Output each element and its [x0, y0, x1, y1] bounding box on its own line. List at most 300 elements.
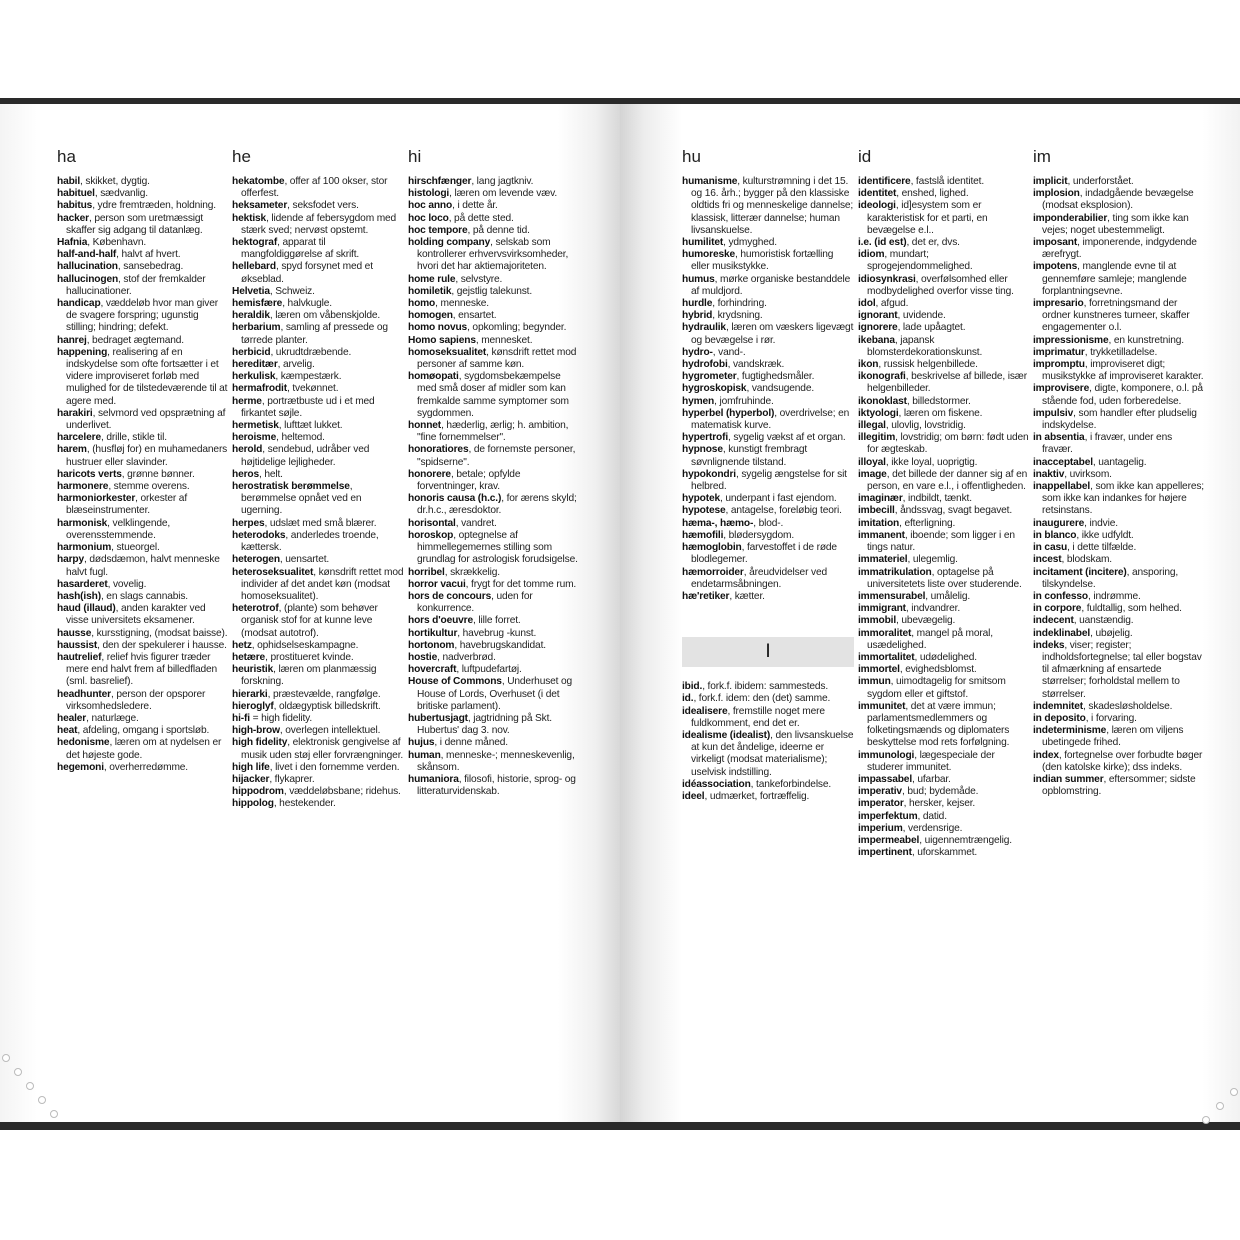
entry-definition: , i denne måned. [434, 737, 508, 749]
dictionary-entry [408, 530, 580, 567]
entry-headword: hektograf [232, 237, 278, 249]
dictionary-entry [858, 786, 1030, 798]
dictionary-entry [57, 493, 229, 517]
dictionary-entry [682, 518, 854, 530]
dictionary-entry [858, 274, 1030, 298]
entry-headword: hydraulik [682, 322, 726, 334]
dictionary-entry [232, 310, 404, 322]
entry-headword: identitet [858, 188, 897, 200]
entry-headword: imbecill [858, 505, 895, 517]
dictionary-entry [57, 542, 229, 554]
entry-headword: habituel [57, 188, 95, 200]
dictionary-entry [57, 347, 229, 408]
entry-definition: , overdrivelse; en matematisk kurve. [691, 407, 850, 432]
entry-headword: incitament (incitere) [1033, 566, 1127, 578]
entry-definition: , sygelig vækst af et organ. [728, 432, 846, 444]
dictionary-entry [57, 408, 229, 432]
entry-definition: , ydre fremtræden, holdning. [92, 200, 216, 212]
dictionary-entry [682, 298, 854, 310]
column-ha [57, 148, 229, 774]
entry-headword: hydro- [682, 346, 713, 358]
dictionary-entry [408, 310, 580, 322]
entry-definition: , farvestoffet i de røde blodlegemer. [691, 542, 837, 566]
entry-definition: , en kunstretning. [1108, 334, 1184, 346]
dictionary-entry [1033, 713, 1205, 725]
entry-headword: hurdle [682, 298, 713, 310]
entry-headword: hubertusjagt [408, 712, 468, 724]
dictionary-entry [408, 713, 580, 737]
dictionary-entry [682, 493, 854, 505]
entry-headword: impromptu [1033, 359, 1085, 371]
dictionary-entry [408, 420, 580, 444]
entry-definition: , betale; opfylde forventninger, krav. [417, 468, 521, 493]
dictionary-entry [1033, 701, 1205, 713]
entry-headword: ignorere [858, 322, 898, 334]
entry-headword: idealisme (idealist) [682, 729, 771, 741]
entry-headword: idiom [858, 249, 885, 261]
entry-definition: , kønsdrift rettet mod personer af samme køn. [417, 346, 577, 371]
dictionary-entry [1033, 774, 1205, 798]
column-hu [682, 148, 854, 803]
entry-definition: , improviseret digt; musikstykke af improviseret karakter. [1042, 359, 1204, 383]
entry-definition: , ufarbar. [912, 773, 951, 785]
entry-headword: hekatombe [232, 176, 285, 187]
column-heading: id [858, 148, 872, 166]
entry-headword: hypotek [682, 493, 721, 505]
entry-definition: , digte, komponere, o.l. på stående fod, uden forberedelse. [1042, 383, 1203, 407]
entry-headword: hoc anno [408, 200, 453, 212]
entry-headword: hors d'oeuvre [408, 615, 474, 627]
dictionary-entry [408, 628, 580, 640]
entry-definition: , præstevælde, rangfølge. [267, 688, 381, 700]
entry-headword: humoreske [682, 249, 736, 261]
entry-definition: , overfølsomhed eller modbydelighed overfor visse ting. [867, 273, 1014, 297]
entry-headword: habitus [57, 200, 93, 212]
dictionary-entry [858, 396, 1030, 408]
entry-definition: , lade upåagtet. [897, 322, 966, 334]
entry-headword: hæmorroider [682, 566, 744, 578]
dictionary-entry [858, 811, 1030, 823]
dictionary-entry [858, 847, 1030, 859]
entry-headword: index [1033, 749, 1059, 761]
dictionary-entry [408, 591, 580, 615]
dictionary-entry [57, 554, 229, 578]
dictionary-entry [682, 310, 854, 322]
dictionary-entry [858, 554, 1030, 566]
dictionary-entry [858, 322, 1030, 334]
dictionary-entry [232, 383, 404, 395]
dictionary-entry [682, 693, 854, 705]
entry-definition: , ukrudtdræbende. [270, 346, 352, 358]
entry-definition: , uvirksom. [1064, 468, 1112, 480]
entry-headword: hovercraft [408, 664, 457, 676]
entry-headword: haud (illaud) [57, 603, 116, 615]
entry-headword: in absentia [1033, 432, 1085, 444]
dictionary-entry [232, 603, 404, 640]
dictionary-entry [232, 347, 404, 359]
dictionary-entry [682, 383, 854, 395]
entry-definition: , grønne bønner. [121, 468, 195, 480]
entry-headword: illegitim [858, 432, 896, 444]
entry-headword: Homo sapiens [408, 334, 476, 346]
dictionary-entry [408, 200, 580, 212]
dictionary-entry [57, 640, 229, 652]
entry-headword: imperium [858, 822, 903, 834]
entry-definition: , jomfruhinde. [714, 395, 774, 407]
entry-definition: , halvt af hvert. [116, 249, 181, 261]
entry-definition: , russisk helgenbillede. [878, 359, 978, 371]
left-page [0, 104, 620, 1122]
entry-headword: honoris causa (h.c.) [408, 493, 502, 505]
entry-headword: harmonisk [57, 517, 108, 529]
dictionary-entry [232, 359, 404, 371]
entry-definition: , forretningsmand der ordner kunstneres turneer, skaffer engagementer o.l. [1042, 298, 1190, 334]
entry-headword: heksameter [232, 200, 288, 212]
entry-definition: , væddeløbsbane; ridehus. [283, 786, 401, 798]
entry-definition: , prostitueret kvinde. [265, 651, 354, 663]
entry-headword: hegemoni [57, 761, 104, 773]
entry-headword: in blanco [1033, 529, 1077, 541]
dictionary-entry [858, 530, 1030, 554]
entry-headword: hirschfænger [408, 176, 472, 187]
entry-definition: , ikke loyal, uoprigtig. [885, 456, 978, 468]
entry-definition: , indadgående bevægelse (modsat eksplosion). [1042, 188, 1194, 212]
entry-headword: in casu [1033, 542, 1068, 554]
entry-headword: heteroseksualitet [232, 566, 314, 578]
entry-definition: , luftpudefartøj. [456, 664, 522, 676]
entry-definition: , portrætbuste ud i et med firkantet søjle. [241, 395, 375, 419]
entry-definition: , mangel på moral, usædelighed. [867, 627, 993, 651]
dictionary-entry [858, 237, 1030, 249]
entry-definition: , hersker, kejser. [903, 798, 976, 810]
stitch-mark [50, 1110, 58, 1118]
entry-headword: humilitet [682, 237, 724, 249]
entry-headword: homoseksualitet [408, 346, 487, 358]
dictionary-entry [232, 725, 404, 737]
entry-definition: , optegnelse af himmellegemernes stilling som grundlag for astrologisk forudsigelse. [417, 529, 578, 566]
column-he [232, 148, 404, 811]
dictionary-entry [408, 774, 580, 798]
dictionary-entry [232, 286, 404, 298]
entry-definition: , lufttæt lukket. [278, 420, 343, 432]
dictionary-entry [57, 188, 229, 200]
dictionary-entry [682, 359, 854, 371]
entry-headword: hermetisk [232, 420, 279, 432]
dictionary-entry [232, 176, 404, 200]
entry-definition: , underforstået. [1067, 176, 1134, 187]
entry-definition: , sygdomsbekæmpelse med små doser af midler som kan fremkalde samme symptomer som sygdommen. [417, 371, 569, 419]
entry-definition: , enshed, lighed. [896, 188, 969, 200]
entry-headword: implosion [1033, 188, 1080, 200]
entry-headword: Helvetia [232, 285, 270, 297]
dictionary-entry [1033, 554, 1205, 566]
entry-definition: , fork.f. idem: den (det) samme. [693, 693, 831, 705]
entry-definition: , forhindring. [712, 298, 767, 310]
dictionary-entry [858, 493, 1030, 505]
entry-definition: , det billede der danner sig af en person, en vare e.l., i offentligheden. [867, 468, 1028, 493]
dictionary-entry [232, 798, 404, 810]
dictionary-entry [858, 371, 1030, 395]
entry-list [682, 176, 854, 603]
entry-definition: , mennesket. [475, 334, 533, 346]
entry-headword: humaniora [408, 773, 459, 785]
entry-headword: holding company [408, 237, 491, 249]
entry-definition: , Schweiz. [269, 285, 315, 297]
entry-definition: = high fidelity. [249, 712, 313, 724]
dictionary-entry [682, 706, 854, 730]
dictionary-entry [57, 725, 229, 737]
entry-definition: , i forvaring. [1085, 712, 1137, 724]
entry-definition: , eftersommer; sidste opblomstring. [1042, 773, 1196, 798]
dictionary-entry [1033, 567, 1205, 591]
entry-headword: hedonisme [57, 737, 110, 749]
entry-definition: , hestekender. [273, 798, 336, 810]
entry-headword: herbarium [232, 322, 281, 334]
dictionary-entry [682, 432, 854, 444]
dictionary-entry [682, 237, 854, 249]
entry-headword: horribel [408, 566, 445, 578]
dictionary-entry [1033, 408, 1205, 432]
entry-definition: , spyd forsynet med et økseblad. [241, 261, 373, 285]
dictionary-entry [408, 615, 580, 627]
entry-definition: , krydsning. [712, 310, 763, 322]
entry-definition: , åndssvag, svagt begavet. [894, 505, 1013, 517]
entry-definition: , menneske-; menneskevenlig, skånsom. [417, 749, 575, 773]
entry-headword: heros [232, 468, 259, 480]
entry-headword: imperativ [858, 786, 902, 798]
dictionary-entry [858, 823, 1030, 835]
dictionary-entry [57, 335, 229, 347]
entry-headword: hæmofili [682, 529, 724, 541]
entry-definition: , vandsugende. [746, 383, 815, 395]
dictionary-entry [682, 469, 854, 493]
entry-headword: hemisfære [232, 298, 283, 310]
entry-headword: imposant [1033, 237, 1078, 249]
entry-list [682, 681, 854, 803]
dictionary-entry [57, 689, 229, 713]
entry-definition: , gejstlig talekunst. [451, 285, 533, 297]
entry-definition: , ikke udfyldt. [1076, 529, 1134, 541]
dictionary-entry [858, 652, 1030, 664]
dictionary-entry [232, 762, 404, 774]
entry-headword: indeks [1033, 639, 1065, 651]
entry-definition: , anderledes troende, kættersk. [241, 529, 379, 554]
dictionary-entry [232, 237, 404, 261]
entry-definition: , manglende evne til at gennemføre samleje; manglende forplantningsevne. [1042, 261, 1187, 297]
entry-headword: habil [57, 176, 81, 187]
entry-definition: , i fravær, under ens fravær. [1042, 432, 1173, 456]
entry-definition: , blødersygdom. [723, 529, 795, 541]
entry-definition: , selvmord ved opsprætning af underlivet. [66, 407, 226, 432]
dictionary-entry [408, 750, 580, 774]
entry-definition: , det er, dvs. [906, 237, 960, 249]
entry-headword: immortalitet [858, 651, 915, 663]
entry-headword: human [408, 749, 441, 761]
dictionary-entry [1033, 640, 1205, 701]
entry-definition: , udmærket, fortræffelig. [704, 790, 810, 802]
entry-definition: , relief hvis figurer træder mere end halvt frem af billedfladen (sml. basrelief). [66, 651, 218, 688]
entry-headword: hash(ish) [57, 590, 101, 602]
entry-headword: heraldik [232, 310, 270, 322]
entry-headword: indecent [1033, 615, 1074, 627]
dictionary-entry [682, 371, 854, 383]
entry-headword: in corpore [1033, 603, 1082, 615]
entry-headword: hautrelief [57, 651, 102, 663]
dictionary-entry [232, 530, 404, 554]
dictionary-entry [57, 432, 229, 444]
entry-definition: , fork.f. ibidem: sammesteds. [702, 681, 829, 693]
entry-definition: , fremstille noget mere fuldkomment, end det er. [691, 705, 825, 729]
dictionary-entry [57, 261, 229, 273]
entry-headword: hygroskopisk [682, 383, 747, 395]
stitch-mark [1216, 1102, 1224, 1110]
stitch-mark [14, 1068, 22, 1076]
entry-definition: , lidende af febersygdom med stærk sved; nervøst opstemt. [241, 212, 397, 236]
entry-headword: indian summer [1033, 773, 1104, 785]
dictionary-entry [232, 200, 404, 212]
entry-headword: hypokondri [682, 468, 736, 480]
entry-definition: , kæmpestærk. [275, 371, 342, 383]
dictionary-entry [858, 176, 1030, 188]
dictionary-entry [1033, 518, 1205, 530]
entry-definition: , uimodtagelig for smitsom sygdom eller et giftstof. [867, 676, 1006, 700]
entry-definition: , velklingende, overensstemmende. [66, 517, 171, 541]
entry-definition: , lille forret. [473, 615, 521, 627]
entry-headword: home rule [408, 273, 456, 285]
entry-headword: honorere [408, 468, 451, 480]
entry-headword: illoyal [858, 456, 886, 468]
dictionary-entry [858, 505, 1030, 517]
entry-definition: , frygt for det tomme rum. [465, 578, 577, 590]
entry-headword: homo novus [408, 322, 468, 334]
right-page [620, 104, 1240, 1122]
entry-definition: , som handler efter pludselig indskydelse. [1042, 407, 1197, 432]
entry-headword: immoralitet [858, 627, 912, 639]
entry-definition: , afdeling, omgang i sportsløb. [77, 725, 210, 737]
entry-definition: , læren om at nydelsen er det højeste gode. [66, 737, 222, 761]
dictionary-entry [682, 176, 854, 237]
dictionary-entry [858, 469, 1030, 493]
entry-headword: heterotrof [232, 603, 279, 615]
entry-headword: hieroglyf [232, 700, 274, 712]
dictionary-entry [408, 493, 580, 517]
entry-definition: , indrømme. [1087, 590, 1141, 602]
entry-headword: hellebard [232, 261, 276, 273]
entry-definition: , ulegemlig. [907, 554, 958, 566]
entry-definition: , hæderlig, ærlig; h. ambition, "fine fornemmelser". [417, 420, 569, 444]
entry-definition: , heltemod. [276, 432, 325, 444]
entry-headword: immatrikulation [858, 566, 932, 578]
dictionary-entry [232, 322, 404, 346]
dictionary-entry [408, 567, 580, 579]
entry-headword: horisontal [408, 517, 456, 529]
entry-definition: , person der opsporer virksomhedsledere. [66, 688, 206, 712]
entry-headword: ideel [682, 790, 705, 802]
entry-definition: , opkomling; begynder. [467, 322, 567, 334]
entry-definition: , offer af 100 okser, stor offerfest. [241, 176, 388, 200]
entry-definition: , for ærens skyld; dr.h.c., æresdoktor. [417, 493, 577, 517]
entry-headword: iktyologi [858, 407, 899, 419]
dictionary-entry [57, 713, 229, 725]
entry-headword: healer [57, 712, 87, 724]
dictionary-entry [57, 444, 229, 468]
entry-definition: , blod-. [753, 517, 784, 529]
entry-definition: , anden karakter ved visse universitets eksamener. [66, 603, 206, 627]
column-heading: hi [408, 148, 422, 166]
dictionary-entry [1033, 237, 1205, 261]
dictionary-entry [1033, 628, 1205, 640]
entry-definition: , menneske. [435, 298, 489, 310]
dictionary-entry [408, 274, 580, 286]
dictionary-entry [858, 628, 1030, 652]
dictionary-entry [232, 469, 404, 481]
entry-definition: , ydmyghed. [723, 237, 777, 249]
entry-headword: indeterminisme [1033, 725, 1107, 737]
entry-headword: ignorant [858, 310, 898, 322]
entry-definition: , bud; bydemåde. [901, 786, 979, 798]
dictionary-entry [57, 628, 229, 640]
entry-definition: , mundart; sprogejendommelighed. [867, 249, 973, 273]
dictionary-entry [858, 750, 1030, 774]
dictionary-entry [1033, 530, 1205, 542]
entry-headword: heuristik [232, 664, 274, 676]
entry-definition: , som ikke kan appelleres; som ikke kan indankes for højere retsinstans. [1042, 481, 1204, 517]
entry-headword: hors de concours [408, 590, 492, 602]
dictionary-entry [858, 310, 1030, 322]
entry-definition: , ophidselseskampagne. [251, 639, 359, 651]
entry-headword: idol [858, 298, 876, 310]
dictionary-entry [408, 469, 580, 493]
entry-definition: , skrækkelig. [444, 566, 500, 578]
dictionary-entry [57, 213, 229, 237]
entry-headword: herold [232, 444, 263, 456]
entry-definition: , vand-. [712, 346, 746, 358]
entry-headword: indeklinabel [1033, 627, 1091, 639]
column-hi [408, 148, 580, 798]
entry-definition: , stueorgel. [111, 542, 160, 554]
dictionary-entry [1033, 347, 1205, 359]
entry-list [1033, 176, 1205, 798]
dictionary-entry [1033, 615, 1205, 627]
entry-headword: homogen [408, 310, 453, 322]
entry-definition: , tankeforbindelse. [750, 778, 832, 790]
dictionary-entry [1033, 591, 1205, 603]
entry-definition: , på dette sted. [448, 212, 514, 224]
entry-definition: , lægespeciale der studerer immunitet. [867, 749, 995, 773]
entry-headword: haricots verts [57, 468, 122, 480]
entry-definition: , viser; register; indholdsfortegnelse; tal eller bogstav til afmærkning af ensartede størrelser; forholdstal mellem to størrelser. [1042, 639, 1202, 700]
entry-headword: incest [1033, 554, 1062, 566]
entry-definition: , vandret. [455, 517, 497, 529]
entry-definition: , indvie. [1084, 517, 1118, 529]
entry-headword: handicap [57, 298, 101, 310]
entry-definition: , stof der fremkalder hallucinationer. [66, 273, 206, 297]
entry-definition: , sansebedrag. [117, 261, 184, 273]
entry-headword: hyperbel (hyperbol) [682, 407, 775, 419]
dictionary-entry [1033, 261, 1205, 298]
entry-headword: heroisme [232, 432, 277, 444]
entry-definition: , skadesløsholdelse. [1083, 700, 1173, 712]
entry-definition: , (husfløj for) en muhamedaners hustruer eller slavinder. [66, 444, 228, 468]
entry-definition: , udødelighed. [914, 651, 977, 663]
entry-headword: imponderabilier [1033, 212, 1108, 224]
entry-definition: , antagelse, foreløbig teori. [725, 505, 842, 517]
dictionary-entry [858, 457, 1030, 469]
entry-headword: histologi [408, 188, 450, 200]
entry-definition: , sædvanlig. [94, 188, 148, 200]
dictionary-entry [858, 591, 1030, 603]
entry-definition: , læren om viljens ubetingede frihed. [1042, 725, 1184, 749]
